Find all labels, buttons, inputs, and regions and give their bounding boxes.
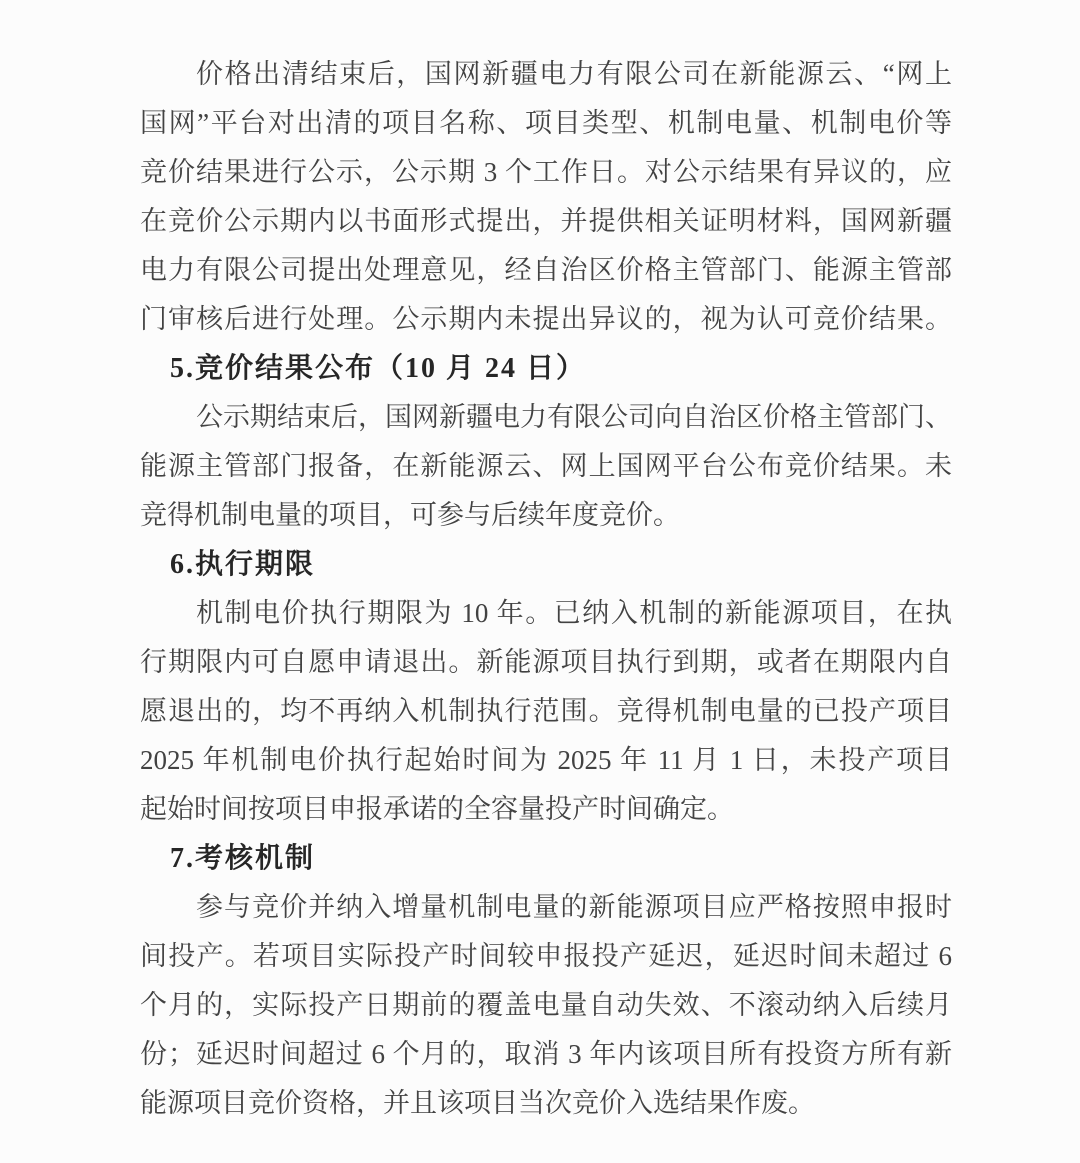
text-line: 竞得机制电量的项目，可参与后续年度竞价。 bbox=[140, 500, 680, 530]
text-line: 个月的，实际投产日期前的覆盖电量自动失效、不滚动纳入后续月 bbox=[140, 990, 952, 1020]
text-line: 愿退出的，均不再纳入机制执行范围。竞得机制电量的已投产项目 bbox=[140, 696, 952, 726]
section-heading: 6.执行期限 bbox=[170, 549, 316, 580]
text-line: 价格出清结束后，国网新疆电力有限公司在新能源云、“网上 bbox=[196, 59, 952, 89]
section-heading: 7.考核机制 bbox=[170, 843, 316, 874]
text-line: 机制电价执行期限为 10 年。已纳入机制的新能源项目，在执 bbox=[196, 598, 952, 628]
text-line: 参与竞价并纳入增量机制电量的新能源项目应严格按照申报时 bbox=[196, 892, 952, 922]
section-heading: 5.竞价结果公布（10 月 24 日） bbox=[170, 353, 587, 384]
text-line: 份；延迟时间超过 6 个月的，取消 3 年内该项目所有投资方所有新 bbox=[140, 1039, 952, 1069]
document-content bbox=[140, 50, 952, 1128]
text-line: 能源主管部门报备，在新能源云、网上国网平台公布竞价结果。未 bbox=[140, 451, 952, 481]
text-line: 能源项目竞价资格，并且该项目当次竞价入选结果作废。 bbox=[140, 1088, 815, 1118]
text-line: 在竞价公示期内以书面形式提出，并提供相关证明材料，国网新疆 bbox=[140, 206, 952, 236]
text-line: 电力有限公司提出处理意见，经自治区价格主管部门、能源主管部 bbox=[140, 255, 952, 285]
text-line: 门审核后进行处理。公示期内未提出异议的，视为认可竞价结果。 bbox=[140, 304, 952, 334]
text-line: 竞价结果进行公示，公示期 3 个工作日。对公示结果有异议的，应 bbox=[140, 157, 952, 187]
text-line: 起始时间按项目申报承诺的全容量投产时间确定。 bbox=[140, 794, 734, 824]
text-line: 间投产。若项目实际投产时间较申报投产延迟，延迟时间未超过 6 bbox=[140, 941, 952, 971]
text-line: 公示期结束后，国网新疆电力有限公司向自治区价格主管部门、 bbox=[196, 402, 952, 432]
text-line: 行期限内可自愿申请退出。新能源项目执行到期，或者在期限内自 bbox=[140, 647, 952, 677]
text-line: 2025 年机制电价执行起始时间为 2025 年 11 月 1 日，未投产项目 bbox=[140, 745, 952, 775]
text-line: 国网”平台对出清的项目名称、项目类型、机制电量、机制电价等 bbox=[140, 108, 952, 138]
